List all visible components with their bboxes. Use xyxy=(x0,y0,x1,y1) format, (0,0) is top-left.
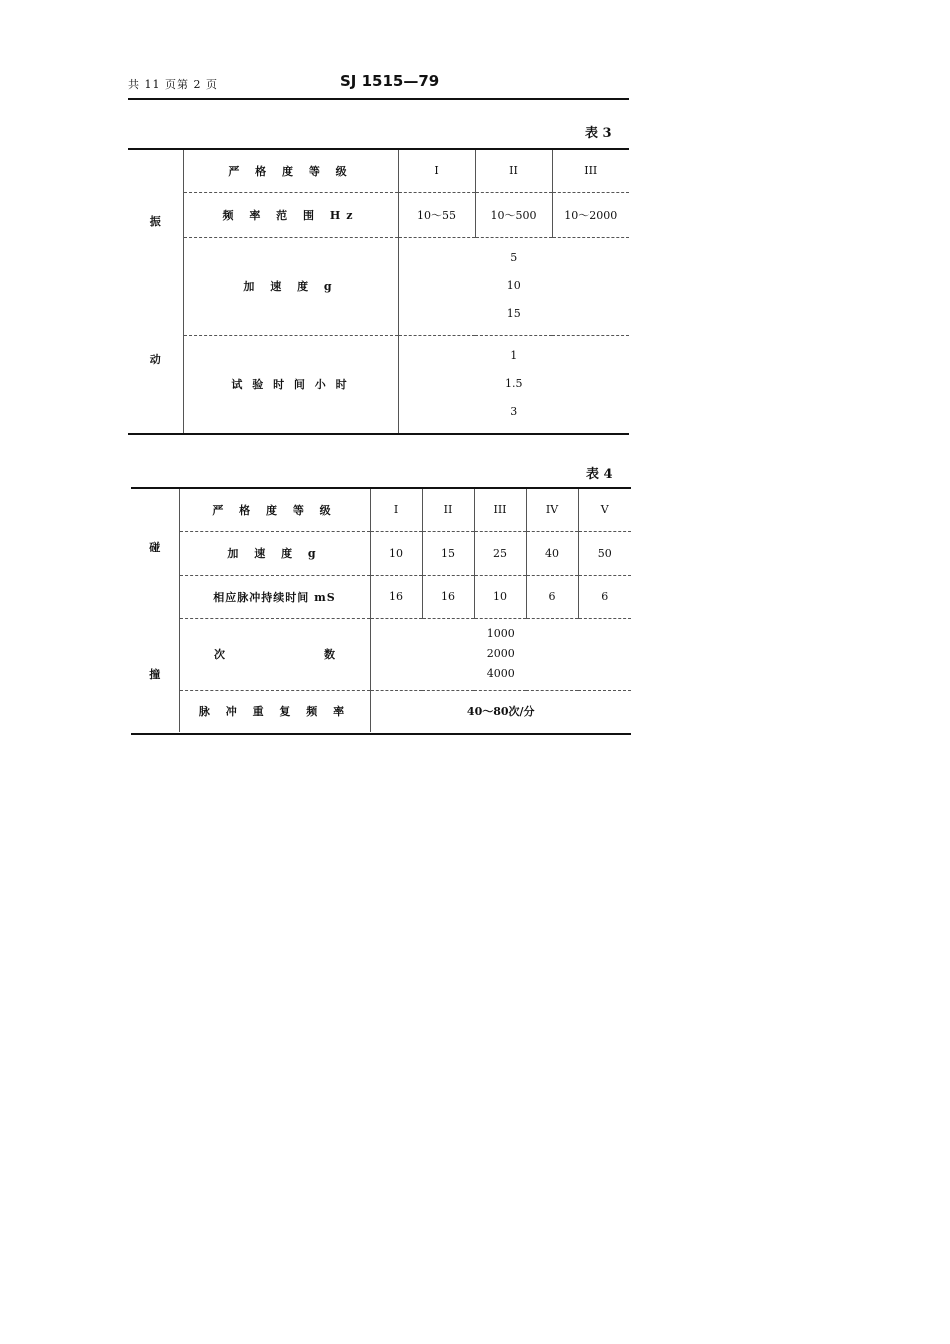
table3-accel-values xyxy=(398,237,629,335)
table4-count-value: 1000 xyxy=(486,627,515,640)
table3-caption: 表 3 xyxy=(585,126,612,141)
table4-pulse-label: 相应脉冲持续时间 mS xyxy=(179,575,370,618)
table3-freq-2: 10～500 xyxy=(475,192,552,237)
table4-pulse-2: 16 xyxy=(422,575,474,618)
table3-time-value: 3 xyxy=(510,405,518,419)
table4-count-value: 2000 xyxy=(486,647,515,660)
table3-time-value: 1 xyxy=(510,349,518,363)
table4-severity-label: 严 格 度 等 级 xyxy=(179,489,370,531)
table3-grade-2: II xyxy=(475,150,552,192)
table4-bottom-rule xyxy=(131,733,631,735)
table4-count-label-left: 次 xyxy=(214,648,225,661)
table4-accel-4: 40 xyxy=(526,531,578,575)
table4-accel-label: 加 速 度 g xyxy=(179,531,370,575)
table4-accel-3: 25 xyxy=(474,531,526,575)
table4-count-label-right: 数 xyxy=(324,648,335,661)
standard-code: SJ 1515—79 xyxy=(340,72,440,90)
table3-bottom-rule xyxy=(128,433,629,435)
table4-pulse-1: 16 xyxy=(370,575,422,618)
table4-grade-1: I xyxy=(370,489,422,531)
table3-time-label: 试 验 时 间 小 时 xyxy=(183,335,398,433)
table4-accel-2: 15 xyxy=(422,531,474,575)
table4 xyxy=(131,489,631,732)
table4-grade-4: IV xyxy=(526,489,578,531)
table4-count-value: 4000 xyxy=(486,667,515,680)
table4-rate-label: 脉 冲 重 复 频 率 xyxy=(179,690,370,732)
table3-freq-label: 频 率 范 围 Hz xyxy=(183,192,398,237)
table3-freq-3: 10～2000 xyxy=(552,192,629,237)
table3-grade-3: III xyxy=(552,150,629,192)
table4-accel-5: 50 xyxy=(578,531,631,575)
table4-count-values xyxy=(370,618,631,690)
table4-caption: 表 4 xyxy=(586,467,613,482)
table4-rate-value: 40～80次/分 xyxy=(370,690,631,732)
table4-pulse-3: 10 xyxy=(474,575,526,618)
table4-pulse-5: 6 xyxy=(578,575,631,618)
table4-count-label xyxy=(179,618,370,690)
table3-grade-1: I xyxy=(398,150,475,192)
table3 xyxy=(128,150,629,433)
table3-severity-label: 严 格 度 等 级 xyxy=(183,150,398,192)
table3-freq-1: 10～55 xyxy=(398,192,475,237)
table3-time-values xyxy=(398,335,629,433)
table4-grade-2: II xyxy=(422,489,474,531)
table3-time-value: 1.5 xyxy=(505,377,523,391)
table4-accel-1: 10 xyxy=(370,531,422,575)
table4-grade-5: V xyxy=(578,489,631,531)
table4-grade-3: III xyxy=(474,489,526,531)
table3-accel-value: 15 xyxy=(506,307,521,320)
header-rule xyxy=(128,98,629,100)
table3-accel-value: 5 xyxy=(510,251,518,264)
page-info: 共 11 页第 2 页 xyxy=(128,78,218,91)
table3-side-bottom: 动 xyxy=(149,353,161,366)
table3-side-top: 振 xyxy=(149,215,161,228)
table4-side-bottom: 撞 xyxy=(149,668,161,681)
table3-accel-value: 10 xyxy=(506,279,521,292)
table3-accel-label: 加 速 度 g xyxy=(183,237,398,335)
table4-side-top: 碰 xyxy=(149,541,161,554)
table4-pulse-4: 6 xyxy=(526,575,578,618)
